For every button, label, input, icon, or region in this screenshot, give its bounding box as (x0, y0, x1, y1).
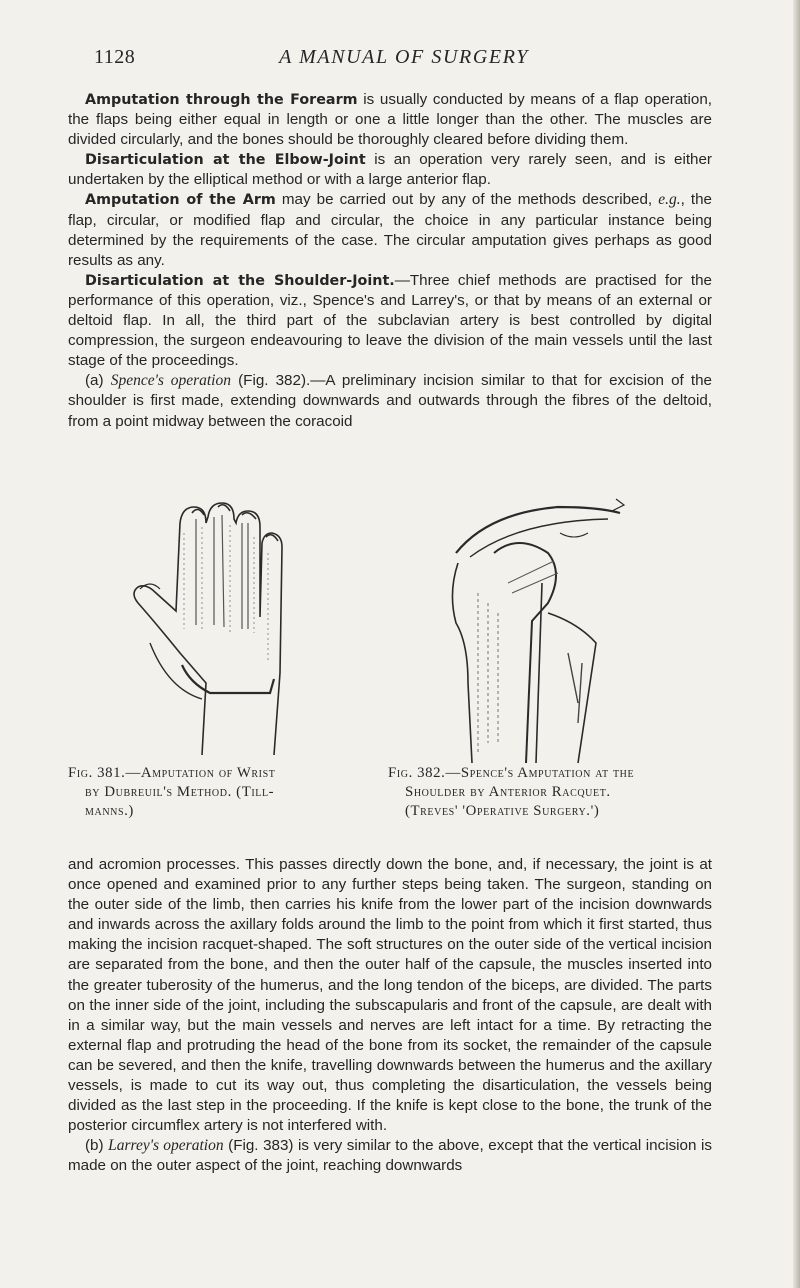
paragraph-arm (68, 190, 712, 270)
caption-line: manns.) (85, 802, 134, 819)
paragraph-text: is an operation very rarely seen, and is either undertaken by the elliptical method or with a large anterior flap. (68, 151, 712, 189)
paragraph-heading: Disarticulation at the Shoulder-Joint. (85, 272, 395, 289)
figure-381-caption (68, 764, 388, 820)
running-title: A MANUAL OF SURGERY (279, 46, 529, 68)
caption-line: Fig. 381.—Amputation of Wrist (68, 765, 276, 781)
paragraph-text: may be carried out by any of the methods described, (275, 191, 659, 209)
paragraph-text: and acromion processes. This passes directly down the bone, and, if necessary, the joint is at once opened and examined prior to any further steps being taken. The surgeon, standing on the outer side of the limb, then carries his knife from the lower part of the incision downwards and inwards across the axillary folds around the limb to the point from which it first started, thus making the incision racquet-shaped. The soft structures on the outer side of the vertical incision are separated from the bone, and then the outer half of the capsule, the muscles inserted into the greater tuberosity of the humerus, and the long tendon of the biceps, are divided. The parts on the inner side of the joint, including the subscapularis and front of the capsule, are dealt with in a similar way, but the main vessels and nerves are left intact for a time. By retracting the external flap and protruding the head of the bone from its socket, the remainder of the capsule can be severed, and then the knife, travelling downwards between the humerus and the axillary vessels, is made to cut its way out, thus completing the disarticulation, the vessels being divided as the last step in the proceeding. If the knife is kept close to the bone, the trunk of the posterior circumflex artery is not interfered with. (68, 856, 712, 1135)
paragraph-text: (Fig. 383) is very similar to the above, except that the vertical incision is made on the outer aspect of the joint, reaching downwards (68, 1137, 712, 1175)
paragraph-text: (Fig. 382).—A preliminary incision similar to that for excision of the shoulder is first made, extending downwards and outwards through the fibres of the deltoid, from a point midway between the coracoid (68, 372, 712, 430)
paragraph-label: (b) (85, 1137, 104, 1155)
body-text-bottom (68, 855, 712, 1177)
caption-line: by Dubreuil's Method. (Till- (85, 783, 275, 800)
paragraph-spence (68, 371, 712, 431)
paragraph-continuation (68, 855, 712, 1136)
paragraph-elbow (68, 150, 712, 190)
paragraph-text: is usually conducted by means of a flap operation, the flaps being either equal in length or one a little longer than the other. The muscles are divided circularly, and the bones should be thoroughly cleared before dividing them. (68, 91, 712, 149)
paragraph-larrey (68, 1136, 712, 1176)
paragraph-heading: Amputation of the Arm (85, 192, 276, 209)
paragraph-italic: Larrey's operation (108, 1137, 224, 1155)
caption-line: Shoulder by Anterior Racquet. (405, 783, 611, 800)
hand-illustration (110, 493, 310, 763)
paragraph-forearm (68, 90, 712, 150)
page-header (94, 46, 714, 76)
page-number: 1128 (94, 46, 136, 68)
caption-line: (Treves' 'Operative Surgery.') (405, 802, 600, 819)
shoulder-illustration (428, 493, 628, 768)
paragraph-italic: e.g. (658, 191, 681, 209)
paragraph-heading: Amputation through the Forearm (85, 92, 358, 108)
paragraph-label: (a) (85, 372, 104, 390)
figures-row (68, 493, 712, 763)
figure-382-caption (388, 764, 718, 820)
paragraph-italic: Spence's operation (110, 372, 231, 390)
paragraph-shoulder (68, 271, 712, 371)
body-text-top (68, 90, 712, 432)
page-edge (793, 0, 800, 1288)
paragraph-text: , the flap, circular, or modified flap and circular, the choice in any particular instance being determined by the requirements of the case. The circular amputation gives perhaps as good results as any. (68, 191, 712, 269)
caption-line: Fig. 382.—Spence's Amputation at the (388, 765, 635, 781)
paragraph-text: —Three chief methods are practised for the performance of this operation, viz., Spence's and Larrey's, or that by means of an external or deltoid flap. In all, the third part of the subclavian artery is best controlled by digital compression, the surgeon endeavouring to leave the division of the main vessels until the last stage of the proceedings. (68, 271, 712, 370)
paragraph-heading: Disarticulation at the Elbow-Joint (85, 152, 366, 169)
